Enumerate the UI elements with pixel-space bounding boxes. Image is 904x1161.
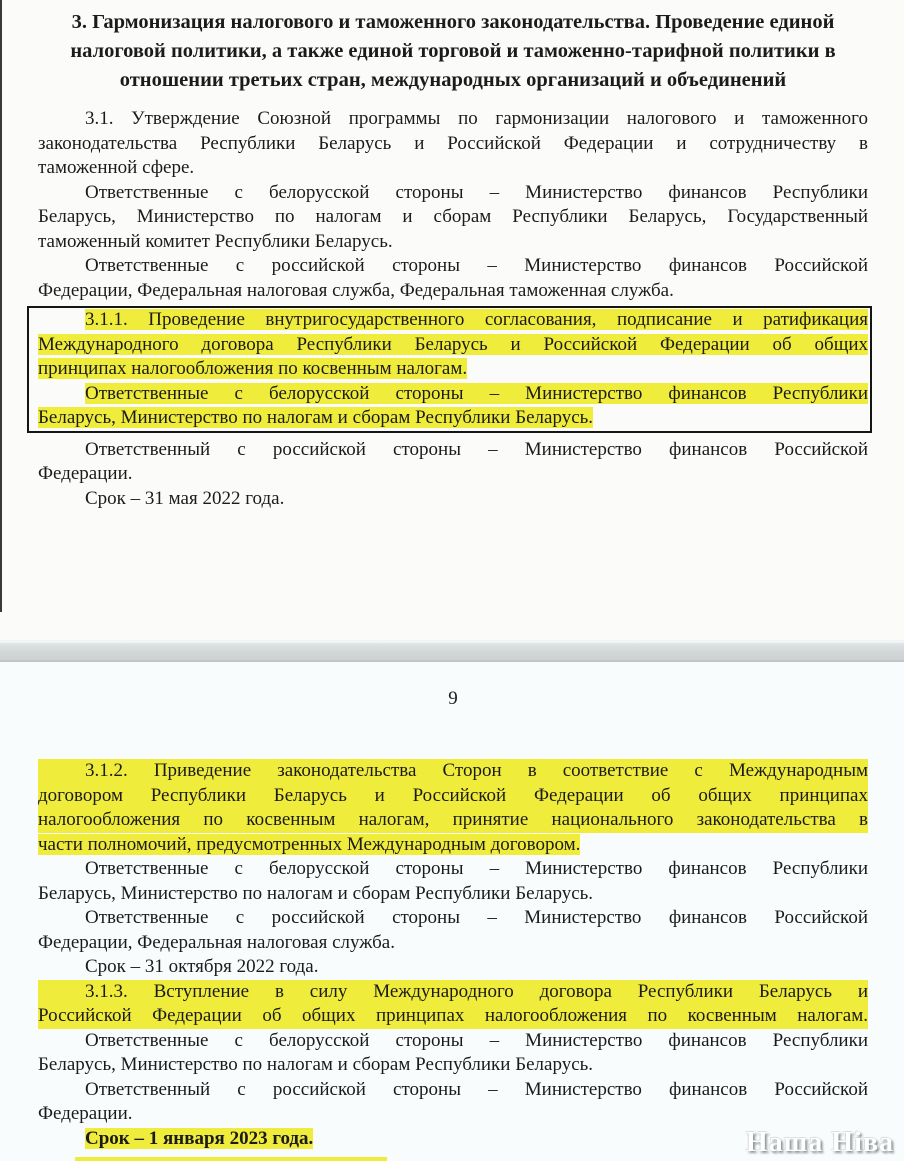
text-line (38, 308, 868, 333)
text-line (38, 1053, 868, 1078)
text-line (38, 66, 868, 95)
text-run: налоговой политики, а также единой торговой и таможенно-тарифной политики в (70, 40, 836, 62)
text-line (38, 980, 868, 1005)
text-line (38, 833, 868, 858)
text-line (38, 156, 868, 181)
cutoff-highlight-strip (75, 1157, 387, 1161)
paragraph-responsible-belarus (38, 181, 868, 255)
highlight-box-3-1-1 (27, 306, 872, 433)
text-run: 3.1.3. Вступление в силу Международного договора Республики Беларусь и (85, 980, 868, 1002)
section-heading (38, 0, 868, 95)
text-run: Ответственные с белорусской стороны – Министерство финансов Республики (85, 382, 868, 404)
text-run: Ответственный с российской стороны – Министерство финансов Российской (85, 1078, 868, 1100)
text-run: налогообложения по косвенным налогам, принятие национального законодательства в (38, 809, 868, 830)
text-run: Ответственные с белорусской стороны – Министерство финансов Республики (85, 181, 868, 203)
text-run: 3.1.1. Проведение внутригосударственного согласования, подписание и ратификация (85, 309, 868, 330)
paragraph-responsible-belarus-3 (38, 1029, 868, 1078)
text-line (38, 254, 868, 279)
text-run: таможенный комитет Республики Беларусь. (38, 230, 393, 252)
text-run: Федерации, Федеральная налоговая служба, Федеральная таможенная служба. (38, 279, 674, 301)
paragraph-3-1-1 (38, 308, 868, 382)
text-run: таможенной сфере. (38, 157, 195, 178)
text-run: Ответственные с белорусской стороны – Министерство финансов Республики (85, 858, 868, 879)
paragraph-responsible-russia-4 (38, 1078, 868, 1127)
text-run: Беларусь, Министерство по налогам и сборам Республики Беларусь, Государственный (38, 206, 868, 227)
text-line (38, 132, 868, 157)
text-line (38, 357, 868, 382)
page-bottom (0, 662, 904, 1161)
paragraph-3-1-2 (38, 759, 868, 857)
paragraph-term-may-2022 (38, 487, 868, 512)
paragraph-responsible-russia (38, 254, 868, 303)
text-run: Ответственные с российской стороны – Министерство финансов Российской (85, 255, 868, 276)
text-line (38, 181, 868, 206)
text-run: Международного договора Республики Беларусь и Российской Федерации об общих (38, 333, 868, 355)
text-run: 3.1.2. Приведение законодательства Сторон в соответствие с Международным (85, 760, 868, 781)
text-line (38, 1078, 868, 1103)
paragraph-responsible-belarus-2 (38, 857, 868, 906)
text-line (38, 1127, 868, 1152)
page-left-edge-line (0, 0, 2, 612)
text-line (38, 784, 868, 809)
text-run: отношении третьих стран, международных организаций и объединений (119, 69, 787, 91)
text-run: Российской Федерации об общих принципах налогообложения по косвенным налогам. (38, 1005, 868, 1026)
text-line (38, 857, 868, 882)
paragraph-term-january-2023 (38, 1127, 868, 1152)
nasha-niva-watermark: Наша Ніва (745, 1127, 894, 1158)
text-run: законодательства Республики Беларусь и Российской Федерации и сотрудничеству в (38, 132, 868, 154)
text-run: части полномочий, предусмотренных Международным договором. (38, 833, 581, 855)
text-run: Ответственные с российской стороны – Министерство финансов Российской (85, 907, 868, 928)
text-line (38, 230, 868, 255)
text-run: Ответственный с российской стороны – Министерство финансов Российской (85, 438, 868, 460)
text-line (38, 1029, 868, 1054)
text-run: принципах налогообложения по косвенным налогам. (38, 358, 468, 379)
text-line (38, 931, 868, 956)
text-line (38, 382, 868, 407)
text-line (38, 279, 868, 304)
paragraph-3-1-3 (38, 980, 868, 1029)
text-run: Федерации. (38, 1103, 133, 1124)
text-run: Ответственные с белорусской стороны – Министерство финансов Республики (85, 1029, 868, 1051)
text-line (38, 487, 868, 512)
text-line (38, 882, 868, 907)
text-line (38, 406, 868, 431)
text-run: договором Республики Беларусь и Российской Федерации об общих принципах (38, 784, 868, 806)
paragraph-responsible-russia-3 (38, 906, 868, 955)
text-line (38, 37, 868, 66)
text-line (38, 462, 868, 487)
page-break-separator (0, 640, 904, 662)
text-line (38, 906, 868, 931)
paragraph-box-responsible-belarus (38, 382, 868, 431)
text-run: Срок – 31 октября 2022 года. (85, 956, 319, 977)
text-line (38, 1004, 868, 1029)
paragraph-3-1 (38, 107, 868, 181)
text-run: Беларусь, Министерство по налогам и сборам Республики Беларусь. (38, 882, 594, 904)
text-run: 3. Гармонизация налогового и таможенного законодательства. Проведение единой (71, 11, 835, 33)
paragraph-term-october-2022 (38, 955, 868, 980)
text-run: Федерации, Федеральная налоговая служба. (38, 931, 395, 953)
text-line (38, 955, 868, 980)
text-line (38, 808, 868, 833)
text-run: Срок – 1 января 2023 года. (85, 1127, 314, 1149)
text-line (38, 759, 868, 784)
text-line (38, 205, 868, 230)
text-run: Федерации. (38, 463, 133, 484)
text-line (38, 8, 868, 37)
text-line (38, 438, 868, 463)
paragraph-responsible-russia-2 (38, 438, 868, 487)
text-line (38, 107, 868, 132)
text-run: Срок – 31 мая 2022 года. (85, 487, 285, 509)
text-run: 3.1. Утверждение Союзной программы по гармонизации налогового и таможенного (85, 108, 868, 129)
text-run: Беларусь, Министерство по налогам и сборам Республики Беларусь. (38, 407, 594, 428)
text-run: Беларусь, Министерство по налогам и сборам Республики Беларусь. (38, 1054, 594, 1075)
text-line (38, 333, 868, 358)
page-number: 9 (448, 688, 458, 709)
text-line (38, 1102, 868, 1127)
